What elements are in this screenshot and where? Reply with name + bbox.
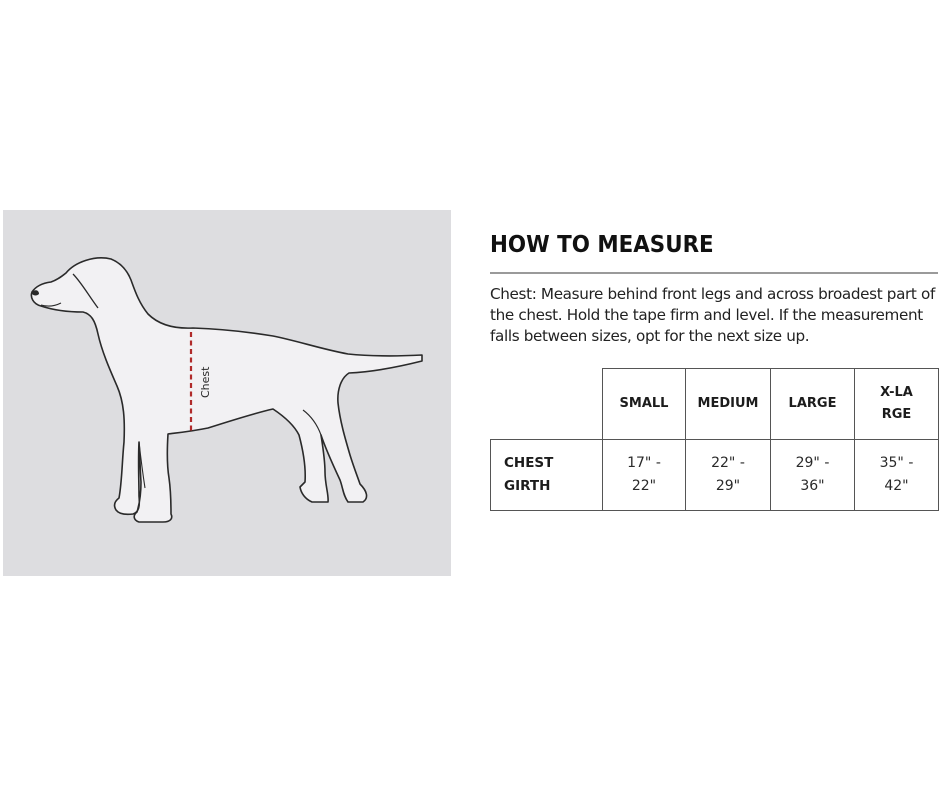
dog-silhouette-icon — [3, 210, 451, 576]
chest-value-xlarge: 35" - 42" — [855, 440, 939, 511]
size-header-small: SMALL — [603, 369, 686, 440]
size-chart-table — [490, 368, 939, 511]
dog-illustration-panel — [3, 210, 451, 576]
row-label-chest-girth: CHEST GIRTH — [491, 440, 603, 511]
table-corner-cell — [491, 369, 603, 440]
size-header-large: LARGE — [771, 369, 855, 440]
size-header-row — [491, 369, 939, 440]
measure-instructions: Chest: Measure behind front legs and across broadest part of the chest. Hold the tape firm and level. If the measurement falls between sizes, opt for the next size up. — [490, 285, 935, 345]
measure-guide — [490, 228, 938, 347]
size-header-xlarge: X-LARGE — [855, 369, 939, 440]
table-row — [491, 440, 939, 511]
chest-value-large: 29" - 36" — [771, 440, 855, 511]
chest-value-medium: 22" - 29" — [686, 440, 771, 511]
chest-value-small: 17" - 22" — [603, 440, 686, 511]
size-header-medium: MEDIUM — [686, 369, 771, 440]
title-divider — [490, 272, 938, 274]
guide-title: HOW TO MEASURE — [490, 232, 714, 258]
chest-label: Chest — [199, 366, 212, 398]
